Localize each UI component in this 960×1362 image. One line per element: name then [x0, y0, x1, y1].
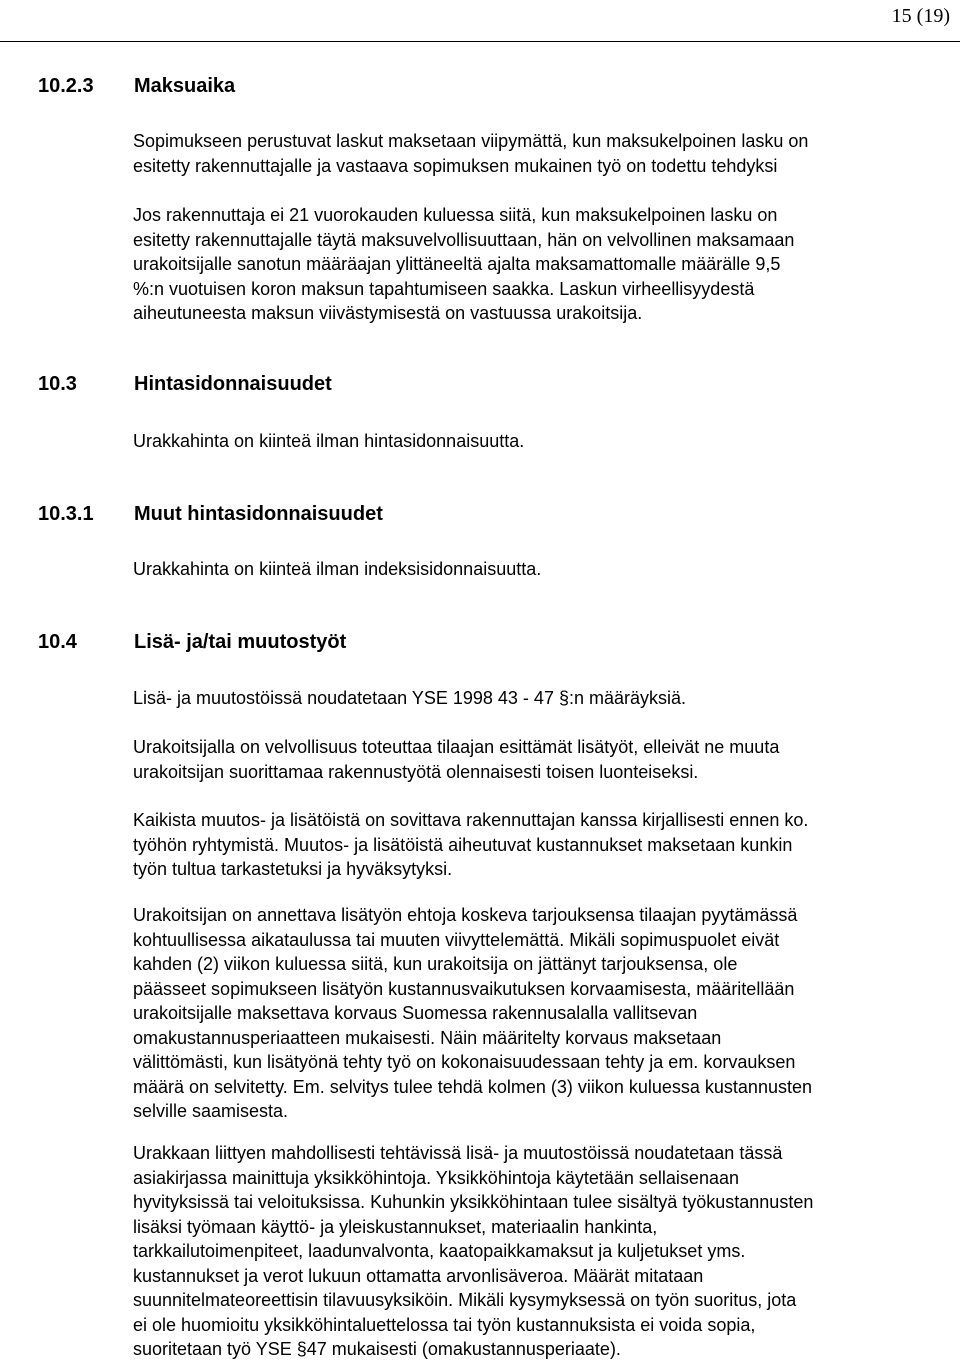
paragraph: Jos rakennuttaja ei 21 vuorokauden kuluessa siitä, kun maksukelpoinen lasku on esitetty rakennuttajalle täytä maksuvelvollisuuttaan, hän on velvollinen maksamaan urakoitsijalle sanotun määräajan ylittäneeltä ajalta maksamattomalle määrälle 9,5 %:n vuotuisen koron maksun tapahtumiseen saakka. Laskun virheellisyydestä aiheutuneesta maksun viivästymisestä on vastuussa urakoitsija. — [133, 205, 795, 323]
section-number: 10.3.1 — [38, 503, 94, 525]
section-title: Maksuaika — [134, 75, 236, 97]
paragraph: Urakkaan liittyen mahdollisesti tehtävissä lisä- ja muutostöissä noudatetaan tässä asiakirjassa mainittuja yksikköhintoja. Yksikköhintoja käytetään sellaisenaan hyvityksissä tai veloituksissa. Kuhunkin yksikköhintaan tulee sisältyä työkustannusten lisäksi työmaan käyttö- ja yleiskustannukset, materiaalin hankinta, tarkkailutoimenpiteet, laadunvalvonta, kaatopaikkamaksut ja kuljetukset yms. kustannukset ja verot lukuun ottamatta arvonlisäveroa. Määrät mitataan suunnitelmateoreettisin tilavuusyksiköin. Mikäli kysymyksessä on työn suoritus, jota ei ole huomioitu yksikköhintaluettelossa tai työn kustannuksista ei voida sopia, suoritetaan työ YSE §47 mukaisesti (omakustannusperiaate). — [133, 1143, 814, 1359]
paragraph: Urakkahinta on kiinteä ilman hintasidonnaisuutta. — [133, 431, 525, 451]
paragraph: Urakoitsijalla on velvollisuus toteuttaa tilaajan esittämät lisätyöt, elleivät ne muuta urakoitsijan suorittamaa rakennustyötä olennaisesti toisen luonteiseksi. — [133, 737, 780, 782]
page-number: 15 (19) — [891, 5, 950, 27]
paragraph: Urakkahinta on kiinteä ilman indeksisidonnaisuutta. — [133, 559, 542, 579]
paragraph: Lisä- ja muutostöissä noudatetaan YSE 1998 43 - 47 §:n määräyksiä. — [133, 688, 687, 708]
section-title: Lisä- ja/tai muutostyöt — [134, 631, 347, 653]
section-number: 10.3 — [38, 373, 77, 395]
header-divider — [0, 41, 960, 42]
paragraph: Urakoitsijan on annettava lisätyön ehtoja koskeva tarjouksensa tilaajan pyytämässä kohtuullisessa aikataulussa tai muuten viivyttelemättä. Mikäli sopimuspuolet eivät kahden (2) viikon kuluessa siitä, kun urakoitsija on jättänyt tarjouksensa, ole päässeet sopimukseen lisätyön kustannusvaikutuksen korvaamisesta, määritellään urakoitsijalle maksettava korvaus Suomessa rakennusalalla vallitsevan omakustannusperiaatteen mukaisesti. Näin määritelty korvaus maksetaan välittömästi, kun lisätyönä tehty työ on kokonaisuudessaan tehty ja em. korvauksen määrä on selvitetty. Em. selvitys tulee tehdä kolmen (3) viikon kuluessa kustannusten selville saamisesta. — [133, 905, 812, 1121]
paragraph: Sopimukseen perustuvat laskut maksetaan viipymättä, kun maksukelpoinen lasku on esitetty rakennuttajalle ja vastaava sopimuksen mukainen työ on todettu tehdyksi — [133, 131, 809, 176]
section-number: 10.4 — [38, 631, 77, 653]
paragraph: Kaikista muutos- ja lisätöistä on sovittava rakennuttajan kanssa kirjallisesti ennen ko. työhön ryhtymistä. Muutos- ja lisätöistä aiheutuvat kustannukset maksetaan kunkin työn tultua tarkastetuksi ja hyväksytyksi. — [133, 810, 809, 879]
section-title: Muut hintasidonnaisuudet — [134, 503, 383, 525]
section-number: 10.2.3 — [38, 75, 94, 97]
section-title: Hintasidonnaisuudet — [134, 373, 332, 395]
